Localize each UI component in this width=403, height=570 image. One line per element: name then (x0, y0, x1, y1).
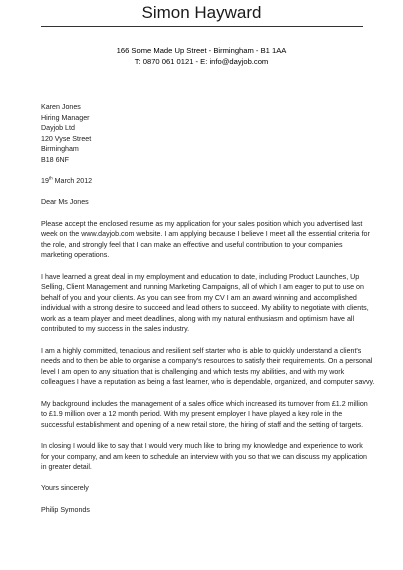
recipient-line: 120 Vyse Street (41, 134, 92, 143)
letter-body (41, 102, 375, 515)
recipient-line: Karen Jones (41, 103, 81, 111)
paragraph-line: week on the www.dayjob.com website. I am applying because I believe I meet all the essential criteria for (41, 230, 370, 239)
letterhead (0, 2, 403, 23)
paragraph-line: behalf of you and your clients. As you can see from my CV I am an award winning and accomplished (41, 293, 357, 302)
paragraph-line: Please accept the enclosed resume as my application for your sales position which you advertised last (41, 219, 363, 228)
date-month-year: March 2012 (52, 177, 93, 186)
paragraph-line: successful establishment and opening of a new retail store, the hiring of staff and the setting of targets. (41, 420, 364, 429)
paragraph (41, 399, 366, 431)
recipient-line: Hiring Manager (41, 113, 90, 122)
paragraph-line: In closing I would like to say that I would very much like to bring my knowledge and experience to work (41, 442, 363, 450)
paragraph-line: contributed to my success in the sales industry. (41, 325, 190, 334)
paragraph-line: I have learned a great deal in my employment and education to date, including Product Launches, Up (41, 272, 360, 281)
paragraph-line: for your company, and am keen to schedule an interview with you so that we can discuss my application (41, 452, 367, 461)
closing: Yours sincerely (41, 484, 89, 493)
salutation: Dear Ms Jones (41, 198, 89, 207)
header-divider (41, 26, 363, 27)
paragraph-line: individual with a strong desire to succeed and lead others to succeed. My ability to negotiate with clients, (41, 304, 369, 313)
paragraph-line: needs and to then be able to organise a company's resources to satisfy their requirements. On a personal (41, 357, 373, 366)
date-day: 19 (41, 177, 49, 186)
paragraph (41, 219, 370, 261)
sender-address: 166 Some Made Up Street - Birmingham - B1 1AA (116, 46, 287, 55)
paragraph-line: colleagues I have a reputation as being a fast learner, who is dependable, organized, and computer savvy. (41, 378, 375, 387)
signature-name: Philip Symonds (41, 505, 90, 514)
date-suffix: th (48, 175, 53, 181)
paragraph (41, 441, 366, 473)
paragraph-line: work as a team player and meet deadlines, along with my natural enthusiasm and optimism have all (41, 314, 355, 323)
paragraph (41, 346, 375, 388)
paragraph-line: I am a highly committed, tenacious and resilient self starter who is able to quickly understand a client's (41, 346, 362, 355)
paragraph-line: the role, and strongly feel that I can make an effective and useful contribution to your companies (41, 240, 343, 249)
paragraph (41, 272, 369, 336)
paragraph-line: My background includes the management of a sales office which increased its turnover from £1.2 million (41, 399, 368, 408)
recipient-line: Birmingham (41, 145, 79, 154)
recipient-line: B18 6NF (41, 155, 69, 164)
paragraph-line: in greater detail. (41, 463, 92, 472)
paragraph-line: to £1.9 million over a 12 month period. With my present employer I have played a key role in the (41, 410, 343, 419)
sender-name: Simon Hayward (141, 3, 262, 22)
paragraph-line: Selling, Client Management and running Marketing Campaigns, all of which I am eager to put to use on (41, 283, 364, 292)
letter-date (41, 176, 366, 187)
recipient-block (41, 102, 366, 166)
paragraph-line: marketing operations. (41, 251, 110, 260)
paragraph-line: level I am open to any situation that is challenging and which tests my abilities, and with my work (41, 367, 345, 376)
recipient-line: Dayjob Ltd (41, 124, 75, 133)
sender-contact: T: 0870 061 0121 - E: info@dayjob.com (134, 57, 269, 66)
